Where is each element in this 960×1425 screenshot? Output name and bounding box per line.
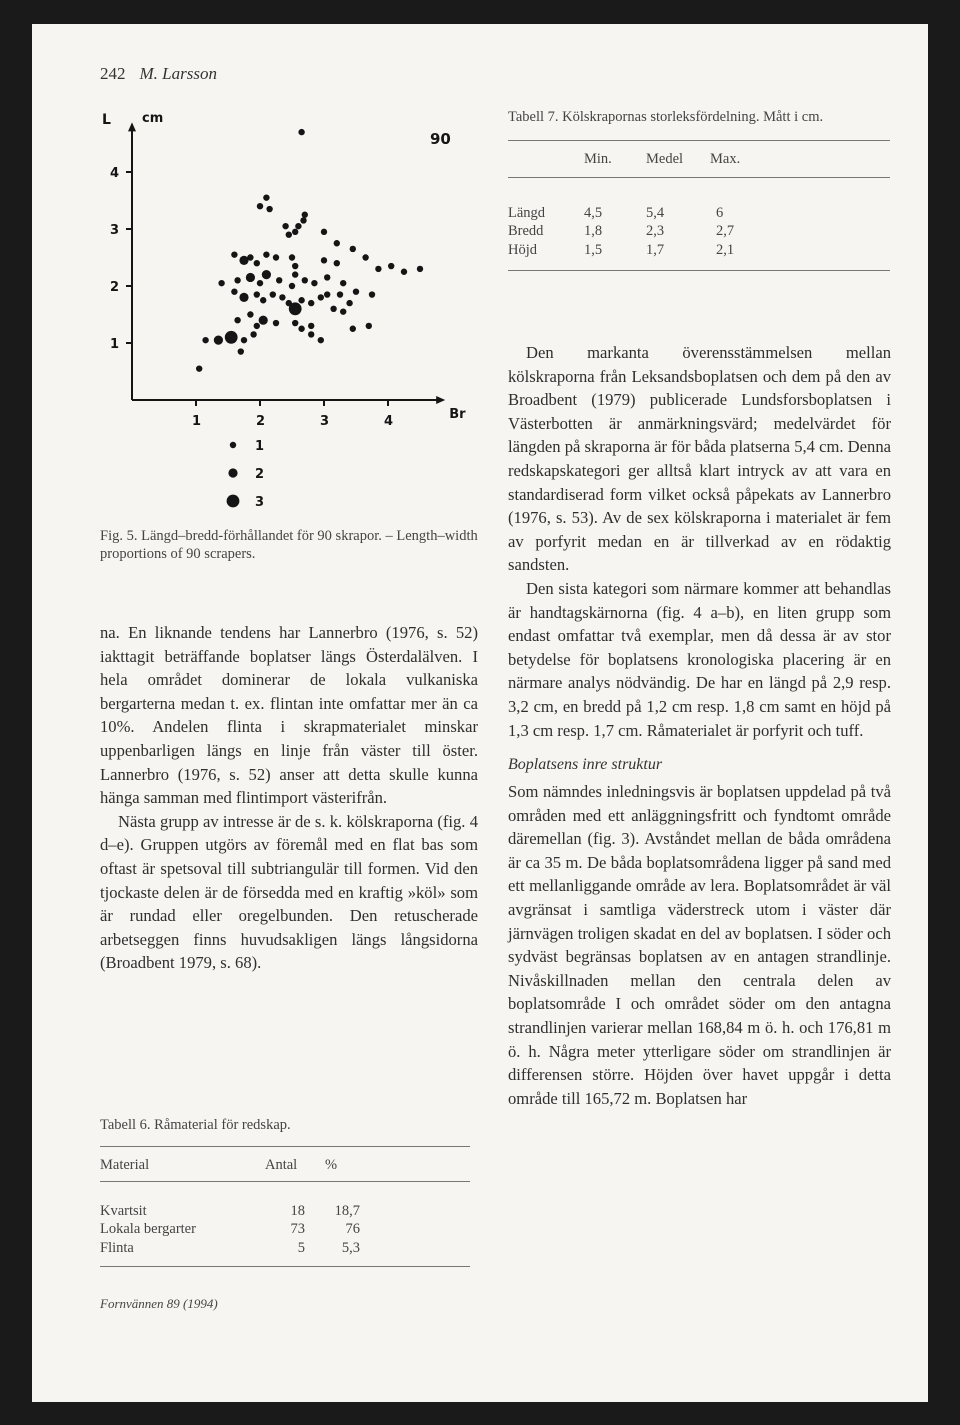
right-paragraph-3: Som nämndes inledningsvis är boplatsen uppdelad på två områden med ett anläggningsfritt och fyndtomt område däremellan (fig. 3). Avståndet mellan de båda områdena är ca 35 m. De båda boplatsområdena ligger på sand med ett mellanliggande område av lera. Boplatsområdet är väl avgränsat i samtliga väderstreck utom i väster där järnvägen troligen skadat en del av boplatsen. I söder och sydväst begränsas boplatsen av en antagen strandlinje. Nivåskillnaden mellan den centrala delen av boplatsområde I och området söder om den antagna strandlinjen varierar mellan 168,84 m ö. h. och 176,81 m ö. h. Några meter ytterligare söder om strandlinjen är differensen större. Höjden över havet uppgår i detta område till 165,72 m. Boplatsen har [508, 782, 891, 1108]
table6 [100, 1146, 470, 1267]
table-cell: 18 [265, 1182, 325, 1221]
table-cell: 6 [710, 178, 890, 223]
data-point [246, 273, 255, 282]
right-paragraph-2: Den sista kategori som närmare kommer att behandlas är handtagskärnorna (fig. 4 a–b), en liten grupp som endast omfattar två exemplar, men då dessa är av stor betydelse för boplatsens kronologiska placering är en närmare analys nödvändig. De har en längd på 2,9 resp. 3,2 cm, en bredd på 1,2 cm resp. 1,8 cm samt en höjd på 1,3 cm resp. 1,7 cm. Råmaterialet är porfyrit och tuff. [508, 578, 891, 740]
figure-caption: Fig. 5. Längd–bredd-förhållandet för 90 skrapor. – Length–width proportions of 90 scrapers. [100, 528, 478, 562]
data-point [334, 260, 340, 266]
data-point [295, 223, 301, 229]
y-axis-arrow [128, 122, 136, 131]
table-header-cell: % [325, 1147, 470, 1182]
left-paragraph-2: Nästa grupp av intresse är de s. k. kölskraporna (fig. 4 d–e). Gruppen utgörs av föremål med en flat bas som oftast är spetsoval till subtriangulär till formen. Vid den tjockaste delen är de försedda med en kraftig »köl» som är rundad eller oregelbunden. Den retuscherade arbetseggen finns huvudsakligen längs långsidorna (Broadbent 1979, s. 68). [100, 811, 478, 973]
data-point [286, 232, 292, 238]
table-cell: Lokala bergarter [100, 1221, 196, 1238]
data-point [262, 270, 271, 279]
data-point [279, 294, 285, 300]
data-point [263, 251, 269, 257]
legend-marker [227, 495, 240, 508]
data-point [257, 280, 263, 286]
data-point [292, 271, 298, 277]
data-point [302, 212, 308, 218]
table7-caption: Tabell 7. Kölskrapornas storleksfördelning. Mått i cm. [508, 109, 824, 125]
data-point [369, 291, 375, 297]
y-tick-label: 3 [110, 223, 120, 238]
data-point [231, 289, 237, 295]
data-point [308, 300, 314, 306]
table-cell: 76 [345, 1221, 360, 1238]
data-point [292, 263, 298, 269]
data-point [241, 337, 247, 343]
data-point [324, 274, 330, 280]
y-tick-label: 1 [110, 337, 120, 352]
table-cell: Längd [508, 178, 584, 223]
table-cell: 4,5 [584, 178, 646, 223]
running-author: M. Larsson [139, 64, 217, 83]
data-point [239, 293, 248, 302]
table-cell: 2,1 [710, 241, 890, 270]
data-point [330, 306, 336, 312]
data-point [417, 266, 423, 272]
chart-legend [227, 439, 264, 510]
data-point [340, 280, 346, 286]
data-point [318, 337, 324, 343]
data-point [289, 302, 302, 315]
legend-label: 2 [255, 467, 265, 482]
data-point [324, 291, 330, 297]
table-row [508, 241, 890, 270]
data-point [225, 331, 238, 344]
legend-label: 3 [255, 495, 265, 510]
running-header [100, 64, 217, 84]
legend-marker [228, 468, 237, 477]
y-tick-label: 4 [110, 166, 120, 181]
data-point [202, 337, 208, 343]
table-header-cell [508, 141, 584, 178]
table-header-cell: Antal [265, 1147, 325, 1182]
table-cell: 5 [265, 1239, 325, 1266]
data-point [218, 280, 224, 286]
data-point [289, 254, 295, 260]
data-point [276, 277, 282, 283]
table-row [100, 1221, 470, 1240]
data-point [302, 277, 308, 283]
data-point [388, 263, 394, 269]
data-point [298, 326, 304, 332]
data-point [259, 316, 268, 325]
table-cell: Bredd [508, 223, 544, 240]
data-point [234, 277, 240, 283]
table-header-cell: Max. [710, 141, 890, 178]
data-point [308, 331, 314, 337]
legend-label: 1 [255, 439, 265, 454]
table-row [100, 1239, 470, 1266]
data-point [247, 254, 253, 260]
data-point [334, 240, 340, 246]
x-tick-label: 3 [320, 414, 330, 429]
table-header-cell: Min. [584, 141, 646, 178]
y-tick-label: 2 [110, 280, 120, 295]
data-point [196, 365, 202, 371]
data-point [289, 283, 295, 289]
data-point [254, 323, 260, 329]
data-point [270, 291, 276, 297]
data-point [247, 311, 253, 317]
table-cell: 1,7 [646, 241, 710, 270]
table-cell: 1,5 [584, 241, 646, 270]
data-point [260, 297, 266, 303]
data-point [231, 251, 237, 257]
table-row [508, 178, 890, 223]
data-point [257, 203, 263, 209]
data-point [353, 289, 359, 295]
table-row [508, 223, 890, 242]
y-unit-label: cm [142, 111, 164, 126]
data-point [239, 256, 248, 265]
data-point [292, 320, 298, 326]
page-number: 242 [100, 64, 126, 83]
data-point [298, 297, 304, 303]
data-point [263, 194, 269, 200]
data-point [250, 331, 256, 337]
legend-marker [230, 442, 236, 448]
x-axis-arrow [436, 396, 445, 404]
data-point [282, 223, 288, 229]
data-point [321, 229, 327, 235]
data-point [362, 254, 368, 260]
table-cell: 1,8 [584, 223, 603, 240]
data-point [238, 348, 244, 354]
data-point [337, 291, 343, 297]
table-cell: 5,3 [325, 1239, 470, 1266]
table-header-cell: Material [100, 1147, 265, 1182]
table7 [508, 140, 890, 271]
table-header-row [508, 141, 890, 178]
table-cell: 2,7 [716, 223, 735, 240]
table-cell: Höjd [508, 241, 584, 270]
table-cell: 2,3 [646, 223, 665, 240]
journal-footer: Fornvännen 89 (1994) [100, 1296, 218, 1311]
table-cell: Flinta [100, 1239, 265, 1266]
data-point [273, 320, 279, 326]
data-point [234, 317, 240, 323]
x-tick-label: 2 [256, 414, 266, 429]
data-point [401, 269, 407, 275]
data-point [254, 260, 260, 266]
right-paragraph-1: Den markanta överensstämmelsen mellan kölskraporna från Leksandsboplatsen och dem på den av Broadbent (1979) publicerade Lundsforsboplatsen i Västerbotten är anmärkningsvärd; medelvärdet för längden på skraporna är för båda platserna 5,4 cm. Denna redskapskategori ger alltså klart intryck av att vara en standardiserad form vilket också påpekats av Lannerbro (1976, s. 53). Av de sex kölskraporna i materialet är fem av porfyrit medan en är tillverkad av en rödaktig sandsten. [508, 343, 891, 575]
table6-caption: Tabell 6. Råmaterial för redskap. [100, 1117, 291, 1133]
table-cell: 5,4 [646, 178, 710, 223]
data-point [298, 129, 304, 135]
table-row [100, 1182, 470, 1221]
data-point [214, 336, 223, 345]
data-point [254, 291, 260, 297]
table-cell: 73 [290, 1221, 305, 1238]
data-point [273, 254, 279, 260]
data-point [318, 294, 324, 300]
table-header-row [100, 1147, 470, 1182]
data-point [350, 326, 356, 332]
data-point [300, 217, 306, 223]
data-point [366, 323, 372, 329]
data-point [350, 246, 356, 252]
chart-title: 90 [430, 130, 451, 148]
table-cell: 18,7 [325, 1182, 470, 1221]
table-cell: Kvartsit [100, 1182, 265, 1221]
data-point [340, 308, 346, 314]
data-point [292, 229, 298, 235]
table-header-cell: Medel [646, 141, 710, 178]
x-tick-label: 1 [192, 414, 202, 429]
left-paragraph-1: na. En liknande tendens har Lannerbro (1976, s. 52) iakttagit beträffande boplatser längs Österdalälven. I hela området dominerar de lokala vulkaniska bergarterna medan t. ex. flintan inte omfattar mer än ca 10%. Andelen flinta i skrapmaterialet minskar uppenbarligen längs en linje från väster till öster. Lannerbro (1976, s. 52) anser att detta skulle kunna hänga samman med flintimport västerifrån. [100, 623, 478, 808]
data-point [375, 266, 381, 272]
data-point [308, 323, 314, 329]
x-tick-label: 4 [384, 414, 394, 429]
chart-points [196, 129, 423, 372]
y-axis-label: L [102, 112, 111, 128]
data-point [311, 280, 317, 286]
data-point [266, 206, 272, 212]
x-axis-label: Br [449, 407, 466, 422]
data-point [321, 257, 327, 263]
scatter-chart [100, 100, 480, 520]
section-heading: Boplatsens inre struktur [508, 756, 663, 774]
data-point [346, 300, 352, 306]
chart-axes [102, 111, 466, 429]
